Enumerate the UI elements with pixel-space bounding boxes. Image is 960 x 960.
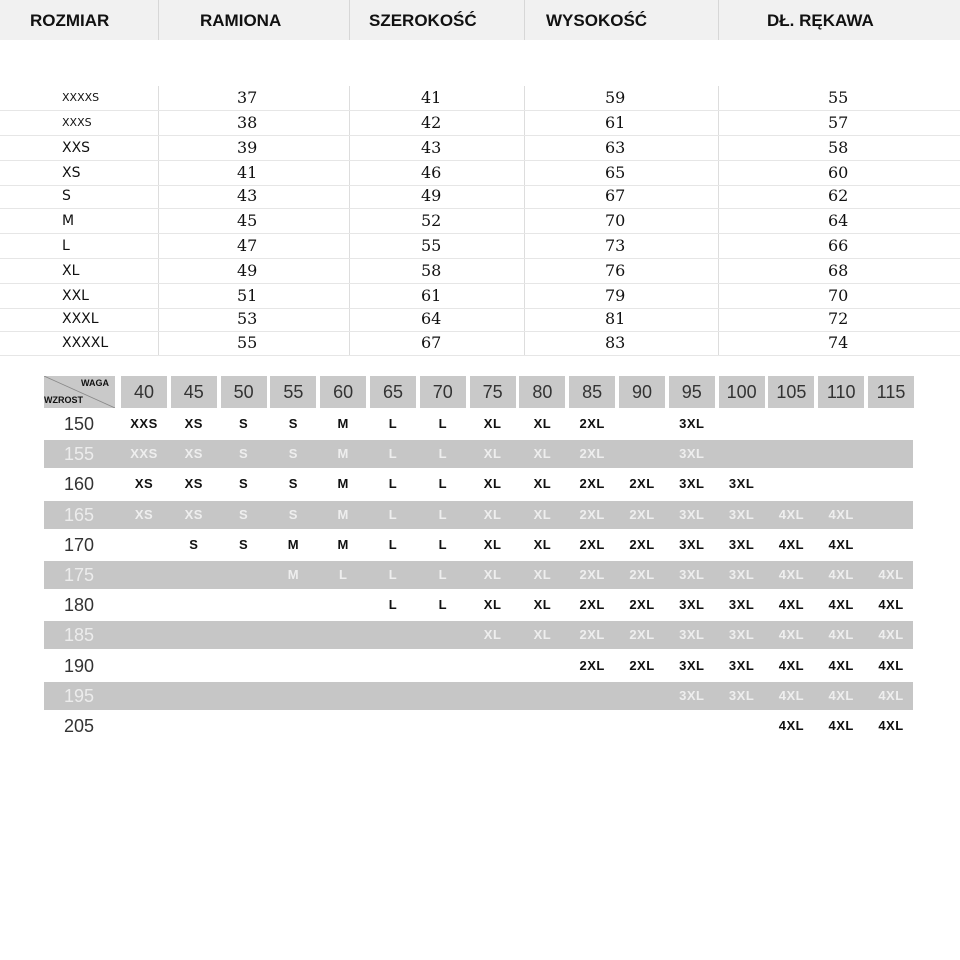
sleeve-cell: 58	[828, 138, 849, 157]
height-cell: 59	[605, 88, 626, 107]
width-cell: 43	[421, 138, 442, 157]
size-value-cell: 4XL	[778, 536, 805, 552]
size-value-cell: M	[287, 536, 300, 552]
sleeve-cell: 57	[828, 113, 849, 132]
size-value-cell: XS	[184, 506, 203, 522]
size-value-cell: 4XL	[778, 627, 805, 643]
weight-header-cell: 80	[519, 376, 565, 408]
size-value-cell: XL	[483, 597, 502, 613]
size-value-cell: XL	[483, 446, 502, 462]
table-row	[0, 234, 960, 259]
size-value-cell: 4XL	[778, 597, 805, 613]
height-label-cell: 195	[64, 685, 95, 706]
size-value-cell: 3XL	[679, 627, 705, 643]
size-value-cell: 4XL	[878, 627, 904, 643]
size-cell: M	[62, 213, 75, 229]
grid-corner-cell	[44, 376, 115, 408]
width-cell: 42	[421, 113, 442, 132]
size-value-cell: XXS	[130, 446, 158, 462]
size-value-cell: 3XL	[728, 567, 755, 582]
size-value-cell: 4XL	[778, 657, 805, 673]
size-value-cell: 4XL	[828, 597, 854, 613]
size-value-cell: XS	[134, 506, 154, 522]
size-value-cell: M	[337, 416, 349, 431]
header-sleeve: DŁ. RĘKAWA	[767, 11, 874, 30]
size-value-cell: L	[438, 536, 448, 552]
size-value-cell: 3XL	[679, 416, 705, 431]
table-row	[0, 111, 960, 136]
size-value-cell: 4XL	[878, 567, 904, 582]
height-label-cell: 205	[64, 716, 95, 736]
size-cell: XXXL	[62, 311, 99, 327]
size-value-cell: 2XL	[579, 657, 605, 673]
table-row	[0, 331, 960, 356]
weight-header-cell: 50	[221, 376, 267, 408]
size-value-cell: XL	[483, 627, 502, 643]
size-value-cell: 4XL	[778, 506, 805, 522]
size-value-cell: 3XL	[679, 536, 705, 552]
header-divider	[524, 0, 525, 40]
shoulders-cell: 53	[237, 309, 258, 328]
width-cell: 64	[421, 309, 442, 328]
size-value-cell: 2XL	[629, 536, 655, 552]
width-cell: 67	[421, 333, 442, 352]
size-value-cell: L	[388, 567, 398, 582]
size-value-cell: S	[239, 446, 249, 462]
header-height: WYSOKOŚĆ	[546, 11, 648, 30]
size-value-cell: XL	[483, 506, 502, 522]
size-value-cell: XL	[483, 536, 502, 552]
sleeve-cell: 74	[828, 333, 849, 352]
sleeve-cell: 70	[828, 286, 849, 305]
sleeve-cell: 62	[828, 186, 849, 205]
height-axis-label: WZROST	[44, 395, 83, 405]
table-row	[0, 161, 960, 186]
size-value-cell: 3XL	[728, 536, 755, 552]
height-cell: 79	[605, 286, 626, 305]
size-value-cell: M	[337, 506, 349, 522]
size-value-cell: 3XL	[679, 597, 705, 613]
size-value-cell: 4XL	[778, 687, 805, 703]
size-value-cell: XL	[483, 476, 502, 492]
sleeve-cell: 72	[828, 309, 849, 328]
height-label-cell: 150	[64, 414, 95, 434]
shoulders-cell: 43	[237, 186, 258, 205]
size-value-cell: 2XL	[579, 506, 605, 522]
size-cell: L	[62, 238, 70, 254]
size-value-cell: 3XL	[679, 567, 705, 582]
size-table-header	[0, 0, 960, 40]
width-cell: 55	[421, 236, 442, 255]
size-cell: XL	[62, 263, 80, 279]
weight-header-cell: 100	[719, 376, 765, 408]
size-value-cell: 2XL	[579, 627, 605, 643]
size-value-cell: L	[388, 597, 398, 613]
header-width: SZEROKOŚĆ	[369, 11, 477, 30]
size-value-cell: M	[287, 567, 300, 582]
weight-header-cell: 70	[420, 376, 466, 408]
weight-header-cell: 95	[669, 376, 715, 408]
width-cell: 52	[421, 211, 442, 230]
weight-header-cell: 85	[569, 376, 615, 408]
sleeve-cell: 60	[828, 163, 849, 182]
table-row	[0, 86, 960, 111]
size-value-cell: XL	[533, 476, 552, 492]
size-value-cell: 2XL	[579, 567, 605, 582]
height-cell: 70	[605, 211, 626, 230]
table-row	[0, 184, 960, 209]
size-value-cell: L	[388, 446, 398, 462]
width-cell: 41	[421, 88, 442, 107]
size-value-cell: L	[438, 416, 448, 431]
size-value-cell: S	[239, 476, 249, 492]
size-value-cell: M	[337, 446, 349, 462]
height-label-cell: 155	[64, 444, 95, 465]
height-label-cell: 190	[64, 655, 95, 676]
header-size: ROZMIAR	[30, 11, 110, 30]
size-value-cell: XS	[184, 416, 203, 431]
size-value-cell: L	[438, 567, 448, 582]
shoulders-cell: 41	[237, 163, 258, 182]
width-cell: 58	[421, 261, 442, 280]
height-label-cell: 160	[64, 474, 95, 495]
weight-header-cell: 40	[121, 376, 167, 408]
size-value-cell: S	[239, 416, 249, 431]
size-value-cell: 3XL	[728, 597, 755, 613]
size-cell: XXL	[62, 288, 89, 304]
size-value-cell: XL	[533, 597, 552, 613]
size-cell: XXXXS	[62, 91, 100, 104]
height-cell: 76	[605, 261, 626, 280]
header-shoulders: RAMIONA	[200, 11, 282, 30]
size-value-cell: 3XL	[679, 446, 705, 462]
height-label-cell: 180	[64, 595, 95, 616]
size-value-cell: 2XL	[629, 506, 655, 522]
size-value-cell: 4XL	[828, 567, 854, 582]
shoulders-cell: 45	[237, 211, 258, 230]
header-divider	[158, 0, 159, 40]
table-row	[0, 284, 960, 309]
table-row	[0, 209, 960, 234]
size-value-cell: L	[388, 416, 398, 431]
size-value-cell: L	[388, 506, 398, 522]
size-value-cell: 2XL	[629, 476, 655, 492]
size-cell: XS	[62, 165, 81, 181]
size-value-cell: S	[239, 506, 249, 522]
shoulders-cell: 39	[237, 138, 258, 157]
size-value-cell: S	[189, 536, 199, 552]
width-cell: 61	[421, 286, 442, 305]
width-cell: 49	[421, 186, 442, 205]
size-value-cell: L	[438, 476, 448, 492]
size-value-cell: L	[438, 506, 448, 522]
header-divider	[718, 0, 719, 40]
weight-header-cell: 110	[818, 376, 864, 408]
size-value-cell: 2XL	[579, 536, 605, 552]
size-value-cell: S	[288, 416, 298, 431]
width-cell: 46	[421, 163, 442, 182]
weight-header-cell: 65	[370, 376, 416, 408]
height-cell: 61	[605, 113, 626, 132]
size-value-cell: XL	[533, 446, 552, 462]
size-value-cell: 3XL	[679, 476, 705, 492]
weight-axis-label: WAGA	[81, 378, 109, 388]
sleeve-cell: 64	[828, 211, 849, 230]
height-label-cell: 175	[64, 565, 95, 585]
size-value-cell: 4XL	[828, 627, 854, 643]
size-value-cell: 2XL	[629, 567, 655, 582]
weight-header-cell: 45	[171, 376, 217, 408]
size-value-cell: 3XL	[679, 506, 705, 522]
size-value-cell: 4XL	[828, 657, 854, 673]
size-value-cell: XL	[533, 627, 552, 643]
size-value-cell: S	[288, 506, 298, 522]
size-value-cell: 4XL	[778, 718, 805, 733]
size-value-cell: 3XL	[679, 657, 705, 673]
weight-header-cell: 60	[320, 376, 366, 408]
table-row	[0, 259, 960, 284]
size-value-cell: L	[388, 536, 398, 552]
shoulders-cell: 55	[237, 333, 258, 352]
size-value-cell: XS	[184, 476, 203, 492]
weight-header-cell: 75	[470, 376, 516, 408]
size-cell: XXXS	[62, 116, 92, 129]
size-value-cell: XL	[533, 506, 552, 522]
size-value-cell: L	[438, 597, 448, 613]
size-cell: XXS	[62, 140, 91, 156]
height-cell: 63	[605, 138, 626, 157]
size-value-cell: M	[337, 476, 349, 492]
size-value-cell: XL	[533, 416, 552, 431]
size-value-cell: L	[438, 446, 448, 462]
size-value-cell: 4XL	[878, 718, 904, 733]
shoulders-cell: 49	[237, 261, 258, 280]
shoulders-cell: 47	[237, 236, 258, 255]
size-value-cell: 2XL	[629, 627, 655, 643]
size-value-cell: 3XL	[728, 657, 755, 673]
size-value-cell: XL	[483, 416, 502, 431]
shoulders-cell: 37	[237, 88, 258, 107]
sleeve-cell: 66	[828, 236, 849, 255]
size-value-cell: XL	[533, 567, 552, 582]
size-cell: XXXXL	[62, 335, 109, 351]
size-value-cell: 3XL	[728, 687, 755, 703]
size-cell: S	[62, 188, 71, 204]
size-value-cell: M	[337, 536, 349, 552]
height-cell: 73	[605, 236, 626, 255]
height-label-cell: 165	[64, 504, 95, 525]
shoulders-cell: 51	[237, 286, 258, 305]
weight-header-cell: 90	[619, 376, 665, 408]
height-label-cell: 185	[64, 625, 95, 646]
size-value-cell: 4XL	[828, 506, 854, 522]
sleeve-cell: 55	[828, 88, 849, 107]
size-value-cell: 4XL	[878, 687, 904, 703]
size-value-cell: XS	[134, 476, 154, 492]
table-row	[0, 136, 960, 161]
height-cell: 81	[605, 309, 626, 328]
weight-header-cell: 115	[868, 376, 914, 408]
sleeve-cell: 68	[828, 261, 849, 280]
height-label-cell: 170	[64, 534, 95, 555]
header-divider	[349, 0, 350, 40]
size-value-cell: S	[288, 476, 298, 492]
size-value-cell: 3XL	[728, 506, 755, 522]
size-value-cell: L	[388, 476, 398, 492]
size-value-cell: 3XL	[728, 476, 755, 492]
size-value-cell: 2XL	[579, 476, 605, 492]
size-value-cell: S	[288, 446, 298, 462]
weight-header-cell: 55	[270, 376, 316, 408]
size-value-cell: 4XL	[828, 687, 854, 703]
size-value-cell: 2XL	[579, 446, 605, 462]
size-value-cell: L	[338, 567, 348, 582]
weight-header-cell: 105	[768, 376, 814, 408]
size-value-cell: 2XL	[629, 657, 655, 673]
size-value-cell: XXS	[130, 416, 158, 431]
size-value-cell: 3XL	[679, 687, 705, 703]
height-cell: 67	[605, 186, 626, 205]
size-value-cell: 4XL	[828, 718, 854, 733]
size-value-cell: XL	[483, 567, 502, 582]
size-value-cell: 4XL	[878, 597, 904, 613]
size-value-cell: XL	[533, 536, 552, 552]
size-value-cell: 4XL	[878, 657, 904, 673]
size-value-cell: 4XL	[828, 536, 854, 552]
shoulders-cell: 38	[237, 113, 258, 132]
size-value-cell: 4XL	[778, 567, 805, 582]
size-value-cell: 2XL	[629, 597, 655, 613]
size-value-cell: 3XL	[728, 627, 755, 643]
size-value-cell: S	[239, 536, 249, 552]
size-value-cell: 2XL	[579, 416, 605, 431]
size-value-cell: 2XL	[579, 597, 605, 613]
table-row	[0, 307, 960, 332]
height-cell: 65	[605, 163, 626, 182]
size-value-cell: XS	[184, 446, 203, 462]
height-cell: 83	[605, 333, 626, 352]
